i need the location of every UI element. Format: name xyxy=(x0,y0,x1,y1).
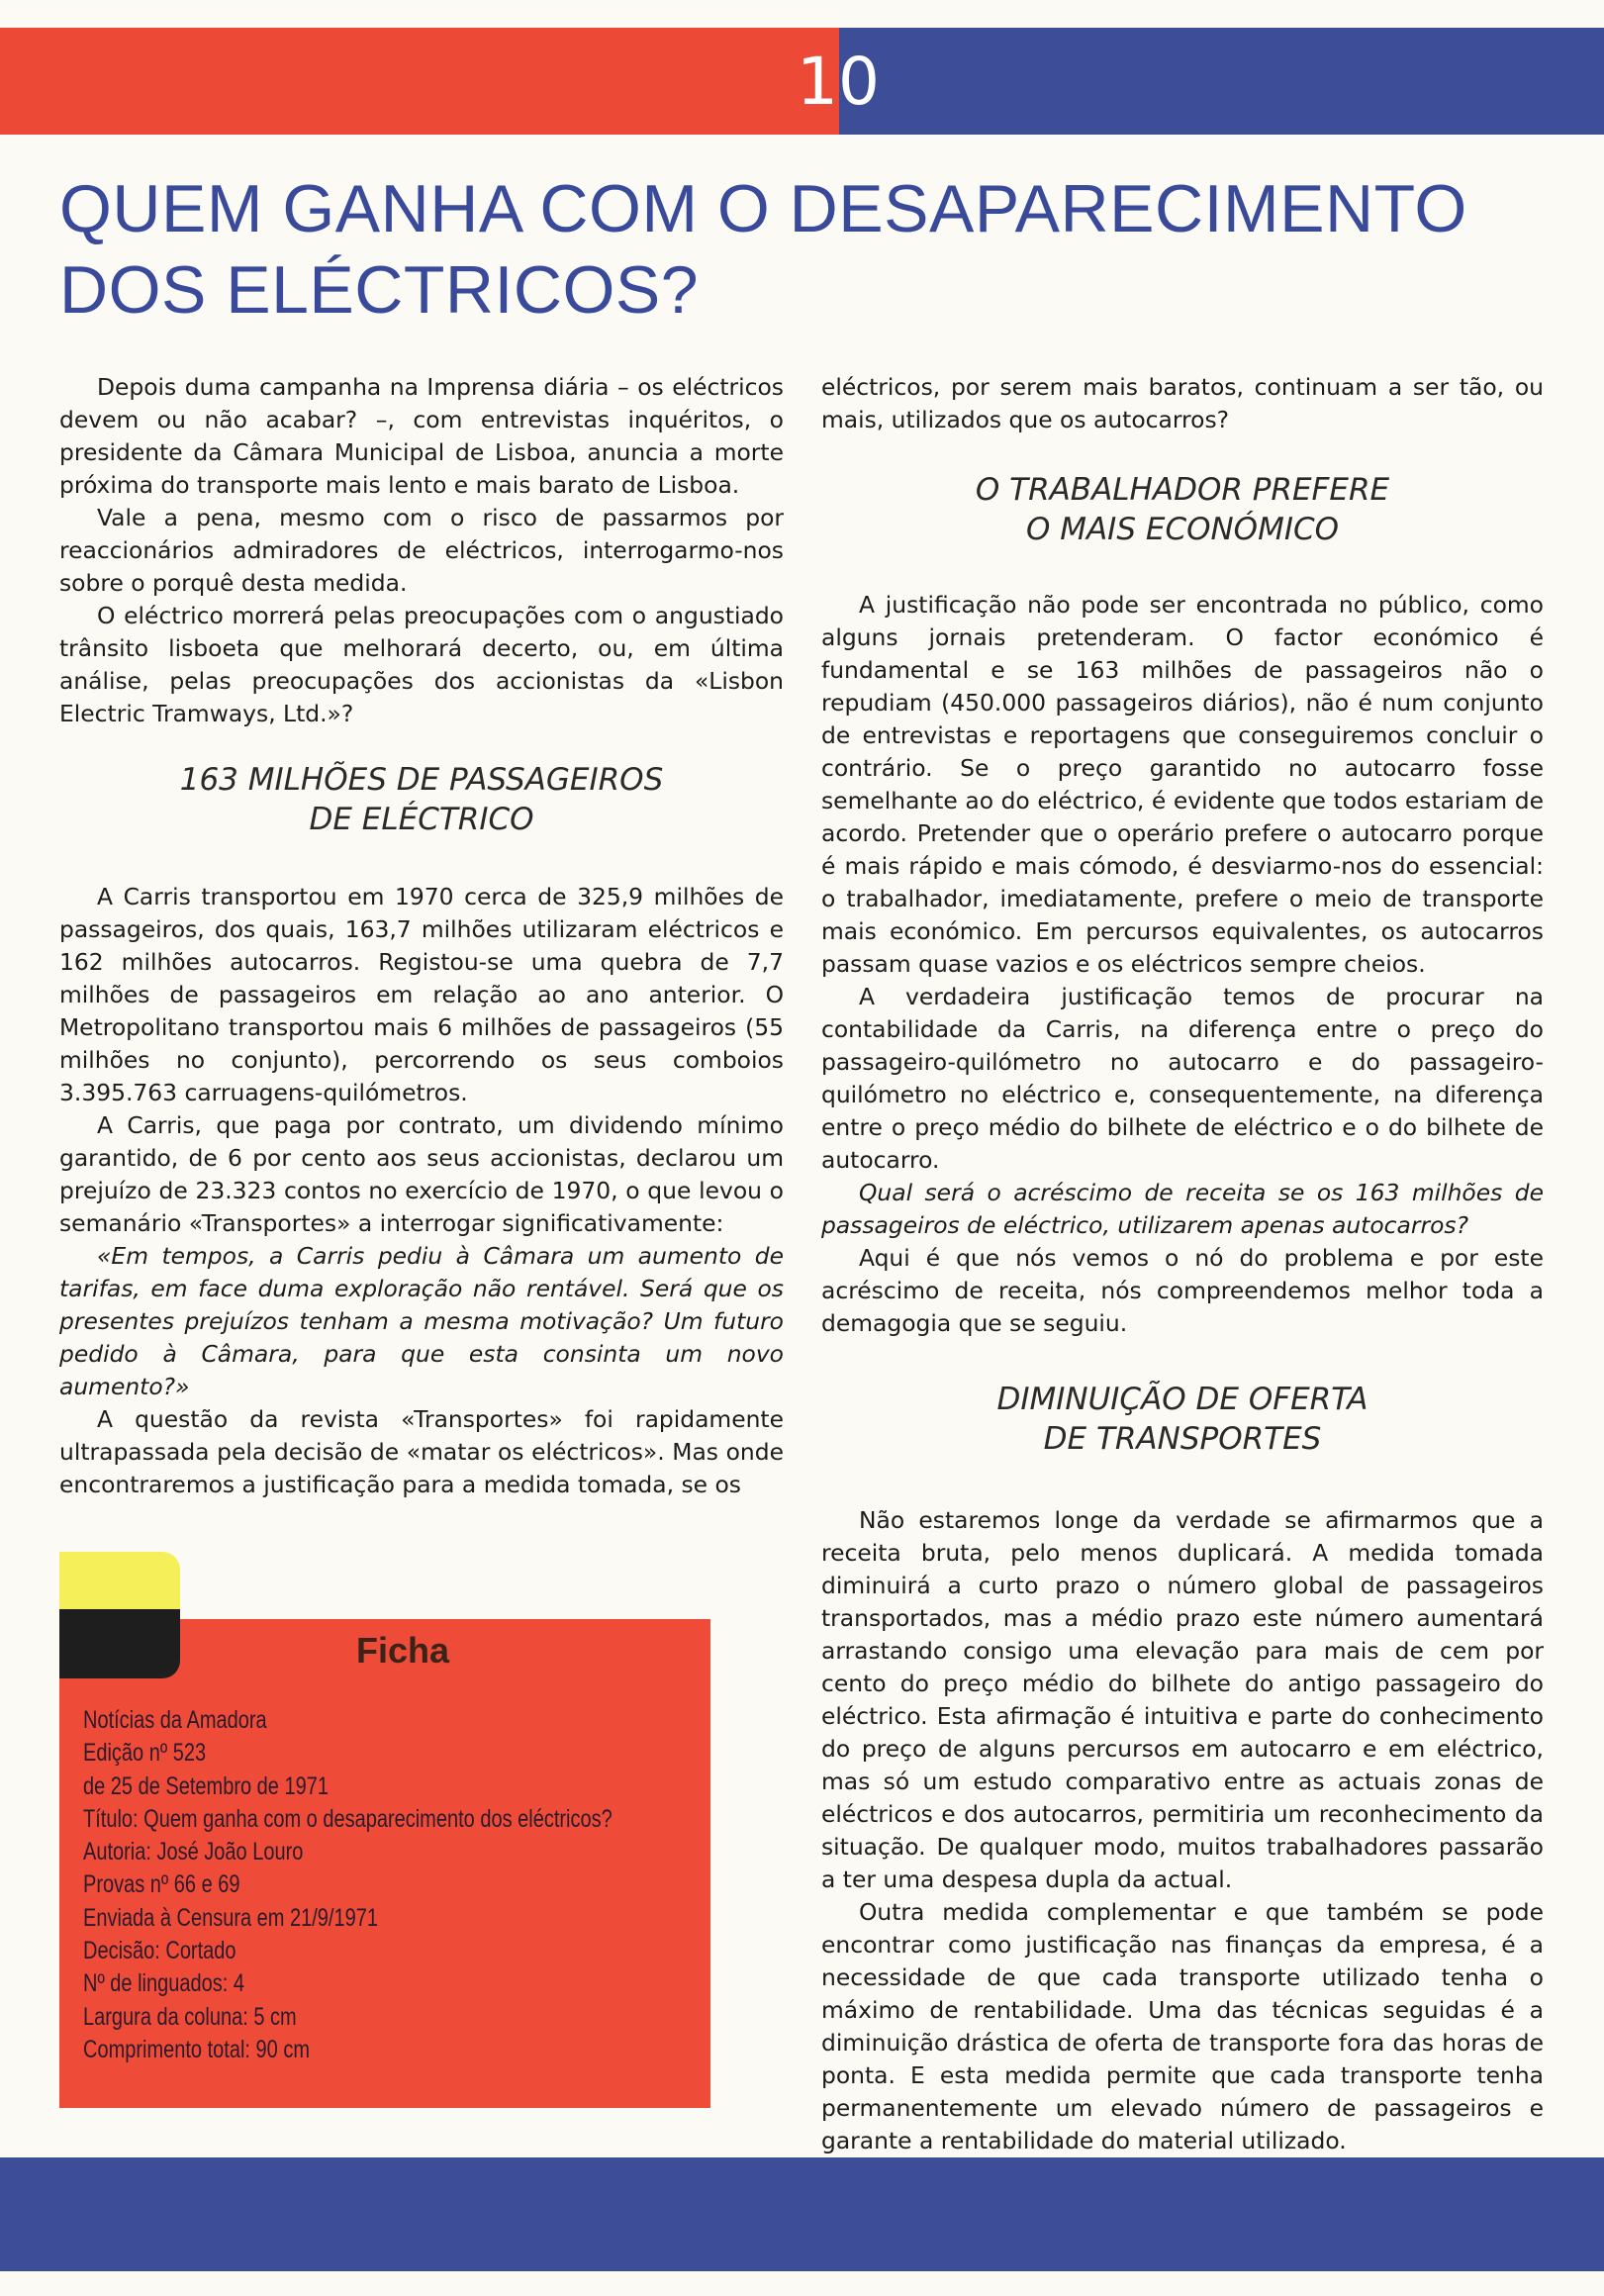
ficha-line: Decisão: Cortado xyxy=(83,1937,236,1965)
subheading-trabalhador xyxy=(821,470,1544,549)
ficha-line: de 25 de Setembro de 1971 xyxy=(83,1771,329,1800)
ficha-line: Nº de linguados: 4 xyxy=(83,1969,244,1998)
subheading-line: DE TRANSPORTES xyxy=(1043,1421,1322,1457)
subheading-diminuicao xyxy=(821,1380,1544,1459)
subheading-163-milhoes xyxy=(59,760,784,839)
title-line-1: QUEM GANHA COM O DESAPARECIMENTO xyxy=(59,171,1467,246)
ficha-line: Comprimento total: 90 cm xyxy=(83,2035,310,2063)
quote-text: «Em tempos, a Carris pediu à Câmara um aumento de tarifas, em face duma exploração não rentável. Será que os presentes prejuízos tenham a mesma motivação? Um futuro pedido à Câmara, para que esta consinta um novo aumento?» xyxy=(59,1242,784,1400)
ficha-line: Largura da coluna: 5 cm xyxy=(83,2002,297,2031)
paragraph: Outra medida complementar e que também se pode encontrar como justificação nas finanças da empresa, é a necessidade de que cada transporte utilizado tenha o máximo de rentabilidade. Uma das técnicas seguidas é a diminuição drástica de oferta de transporte fora das horas de ponta. E esta medida permite que cada transporte tenha permanentemente um elevado número de passageiros e garante a rentabilidade do material utilizado. xyxy=(821,1898,1544,2154)
paragraph: A justificação não pode ser encontrada no público, como alguns jornais pretenderam. O factor económico é fundamental e se 163 milhões de passageiros não o repudiam (450.000 passageiros diários), não é num conjunto de entrevistas e reportagens que conseguiremos concluir o contrário. Se o preço garantido no autocarro fosse semelhante ao do eléctrico, é evidente que todos estariam de acordo. Pretender que o operário prefere o autocarro porque é mais rápido e mais cómodo, é desviarmo-nos do essencial: o trabalhador, imediatamente, prefere o meio de transporte mais económico. Em percursos equivalentes, os autocarros passam quase vazios e os eléctricos sempre cheios. xyxy=(821,591,1544,978)
right-column xyxy=(821,371,1544,2157)
ficha-title: Ficha xyxy=(356,1630,450,1671)
paragraph: A questão da revista «Transportes» foi rapidamente ultrapassada pela decisão de «matar os eléctricos». Mas onde encontraremos a justificação para a medida tomada, se os xyxy=(59,1405,784,1498)
ficha-line: Enviada à Censura em 21/9/1971 xyxy=(83,1903,378,1932)
ficha-line: Notícias da Amadora xyxy=(83,1706,267,1734)
ficha-tab-black xyxy=(59,1609,180,1678)
ficha-line: Edição nº 523 xyxy=(83,1739,207,1768)
question-paragraph xyxy=(821,1177,1544,1242)
header-band-red xyxy=(0,28,839,135)
paragraph: A Carris, que paga por contrato, um dividendo mínimo garantido, de 6 por cento aos seus accionistas, declarou um prejuízo de 23.323 contos no exercício de 1970, o que levou o semanário «Transportes» a interrogar significativamente: xyxy=(59,1111,784,1237)
subheading-line: O MAIS ECONÓMICO xyxy=(1025,512,1340,547)
paragraph: A Carris transportou em 1970 cerca de 325,9 milhões de passageiros, dos quais, 163,7 milhões utilizaram eléctricos e 162 milhões autocarros. Registou-se uma quebra de 7,7 milhões de passageiros em relação ao ano anterior. O Metropolitano transportou mais 6 milhões de passageiros (55 milhões no conjunto), percorrendo os seus comboios 3.395.763 carruagens-quilómetros. xyxy=(59,883,784,1106)
ficha-details xyxy=(83,1704,613,2066)
subheading-line: DE ELÉCTRICO xyxy=(309,802,534,837)
header-band-blue xyxy=(839,28,1604,135)
ficha-tab-yellow xyxy=(59,1552,180,1609)
paragraph: O eléctrico morrerá pelas preocupações com o angustiado trânsito lisboeta que melhorará decerto, ou, em última análise, pelas preocupações dos accionistas da «Lisbon Electric Tramways, Ltd.»? xyxy=(59,602,784,727)
subheading-line: 163 MILHÕES DE PASSAGEIROS xyxy=(179,762,664,798)
page-number: 10 xyxy=(797,44,880,120)
paragraph: Depois duma campanha na Imprensa diária – os eléctricos devem ou não acabar? –, com entrevistas inquéritos, o presidente da Câmara Municipal de Lisboa, anuncia a morte próxima do transporte mais lento e mais barato de Lisboa. xyxy=(59,373,784,499)
paragraph: Vale a pena, mesmo com o risco de passarmos por reaccionários admiradores de eléctricos, interrogarmo-nos sobre o porquê desta medida. xyxy=(59,504,784,597)
title-line-2: DOS ELÉCTRICOS? xyxy=(59,252,700,328)
question-text: Qual será o acréscimo de receita se os 163 milhões de passageiros de eléctrico, utilizarem apenas autocarros? xyxy=(821,1179,1544,1239)
subheading-line: O TRABALHADOR PREFERE xyxy=(975,472,1390,508)
article-title xyxy=(59,168,1544,331)
left-column xyxy=(59,371,784,1501)
paragraph: eléctricos, por serem mais baratos, continuam a ser tão, ou mais, utilizados que os autocarros? xyxy=(821,373,1544,433)
ficha-line: Título: Quem ganha com o desaparecimento dos eléctricos? xyxy=(83,1804,613,1833)
paragraph: Não estaremos longe da verdade se afirmarmos que a receita bruta, pelo menos duplicará. A medida tomada diminuirá a curto prazo o número global de passageiros transportados, mas a médio prazo este número aumentará arrastando consigo uma elevação para mais de cem por cento do preço médio do bilhete do antigo passageiro do eléctrico. Esta afirmação é intuitiva e parte do conhecimento do preço de alguns percursos em autocarro e em eléctrico, mas só um estudo comparativo entre as actuais zonas de eléctricos e dos autocarros, permitiria um reconhecimento da situação. De qualquer modo, muitos trabalhadores passarão a ter uma despesa dupla da actual. xyxy=(821,1506,1544,1893)
ficha-line: Autoria: José João Louro xyxy=(83,1838,304,1866)
footer-band-blue xyxy=(0,2157,1604,2271)
subheading-line: DIMINUIÇÃO DE OFERTA xyxy=(996,1382,1368,1417)
paragraph: Aqui é que nós vemos o nó do problema e por este acréscimo de receita, nós compreendemos melhor toda a demagogia que se seguiu. xyxy=(821,1244,1544,1337)
paragraph: A verdadeira justificação temos de procurar na contabilidade da Carris, na diferença entre o preço do passageiro-quilómetro no autocarro e do passageiro-quilómetro no eléctrico e, consequentemente, na diferença entre o preço médio do bilhete de eléctrico e o do bilhete de autocarro. xyxy=(821,983,1544,1174)
ficha-line: Provas nº 66 e 69 xyxy=(83,1870,240,1899)
quote-paragraph xyxy=(59,1240,784,1403)
